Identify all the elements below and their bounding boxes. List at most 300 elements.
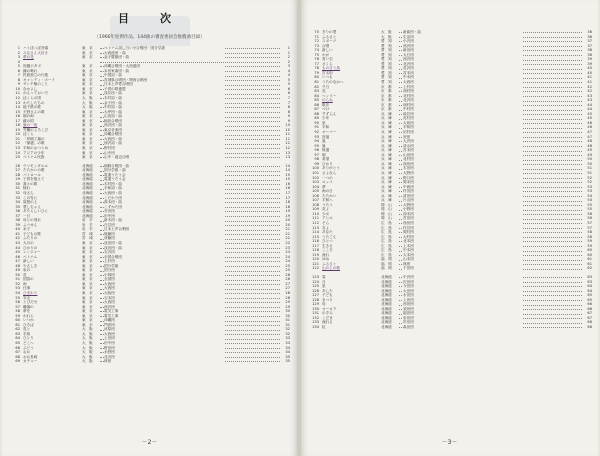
entry-page: 25 [280,264,290,269]
entry-credit: 水野団 [104,350,224,355]
entry-number: 122 [312,266,319,271]
entry-number: 80 [314,75,319,80]
entry-page: 53 [582,189,592,194]
entry-number: 123 [312,274,319,279]
entry-number: 108 [312,202,319,207]
entry-credit: 大西道団・曲 [104,51,224,56]
entry-prefecture: 大 阪 [381,34,392,39]
entry-credit: 大西団 [104,282,224,287]
entry-page: 41 [582,75,592,80]
entry-number: 38 [15,218,20,223]
entry-credit: 西村団 [403,89,523,94]
entry-title: キャンディ・ボーイ [23,77,56,82]
entry-prefecture: 東 京 [82,77,93,82]
entry-page: 10 [280,123,290,128]
entry-credit: 浅井団・曲 [104,91,224,96]
entry-prefecture: 兵 庫 [381,193,392,198]
entry-title: 平和のおつとめ [23,146,49,151]
entry-title: 春 [322,274,326,279]
entry-page: 4 [280,73,290,78]
entry-prefecture: 東 京 [82,286,93,291]
entry-credit: 中本団 [403,248,523,253]
entry-page: 62 [582,266,592,271]
entry-number: 104 [312,184,319,189]
entry-title: ひろば [23,322,34,327]
entry-credit: 大沢団 [403,139,523,144]
entry-number: 88 [314,111,319,116]
entry-credit: 花村団 [403,116,523,121]
dot-leader [100,62,280,63]
entry-prefecture: 東 京 [82,250,93,255]
entry-page: 36 [582,35,592,40]
entry-page: 48 [582,139,592,144]
entry-title: 平和へ [322,198,333,203]
entry-title: 母との別れ [23,218,41,223]
entry-number: 83 [314,89,319,94]
entry-number: 72 [314,39,319,44]
entry-credit: 斉藤団 [104,236,224,241]
entry-credit: 平和団 [403,125,523,130]
entry-page: 6 [280,91,290,96]
entry-credit: 上村団 [403,85,523,90]
entry-title: 花 [322,89,326,94]
entry-title: たたかいの歌 [23,168,45,173]
entry-prefecture: 東 京 [82,295,93,300]
entry-credit: 浅田団・曲 [104,241,224,246]
entry-number: 47 [15,259,20,264]
entry-number: 23 [15,146,20,151]
entry-number: 22 [15,141,20,146]
entry-title: 帰れ [23,186,31,191]
entry-title: 星 [322,120,326,125]
entry-prefecture: 愛 知 [381,80,392,85]
entry-number: 12 [15,96,20,101]
entry-number: 86 [314,102,319,107]
entry-title: 愛しちゃえ [23,204,41,209]
entry-page: 42 [582,89,592,94]
entry-prefecture: 東 京 [82,109,93,114]
entry-number: 18 [15,123,20,128]
entry-credit: 千田団 [403,266,523,271]
entry-number: 128 [312,297,319,302]
entry-number: 132 [312,315,319,320]
entry-title: 帰還 [322,148,330,153]
entry-number: 50 [15,272,20,277]
entry-number: 70 [314,30,319,34]
entry-prefecture: 愛 知 [381,48,392,53]
entry-prefecture: 北海道 [82,204,93,209]
entry-title: 夢を [23,309,31,314]
entry-prefecture: 東 京 [82,290,93,295]
entry-credit: 宮本団 [403,148,523,153]
entry-credit: 西村団 [403,103,523,108]
toc-entry [309,325,592,330]
entry-page: 65 [582,293,592,298]
entry-prefecture: 愛 知 [381,61,392,66]
entry-credit: 大本団 [403,253,523,258]
entry-credit: 宮田団 [403,216,523,221]
entry-credit: 山田団 [403,153,523,158]
entry-page: 39 [582,62,592,67]
entry-page: 16 [280,186,290,191]
entry-page: 20 [280,223,290,228]
entry-page: 58 [582,235,592,240]
entry-prefecture: 北海道 [82,163,93,168]
entry-prefecture: 宮 城 [82,231,93,236]
entry-page: 49 [582,153,592,158]
entry-page: 28 [280,296,290,301]
entry-title: 雨 [23,281,27,286]
entry-title: オーバー [322,130,337,135]
entry-prefecture: 北海道 [381,311,392,316]
entry-page: 45 [582,112,592,117]
entry-title: ひとつ [322,239,333,244]
entry-credit: 北村団 [403,157,523,162]
entry-page: 64 [582,289,592,294]
entry-number: 8 [17,77,20,82]
entry-number: 34 [15,200,20,205]
entry-title: 鏡の国 [23,118,34,123]
entry-credit: 村井団 [403,226,523,231]
entry-page: 21 [280,232,290,237]
entry-prefecture: 東 京 [82,118,93,123]
entry-number: 92 [314,130,319,135]
entry-credit: 中本団 [403,75,523,80]
entry-page: 26 [280,277,290,282]
entry-page: 54 [582,194,592,199]
entry-prefecture: 東 京 [82,300,93,305]
entry-number: 82 [314,84,319,89]
entry-number: 63 [15,331,20,336]
entry-prefecture: 兵 庫 [381,152,392,157]
entry-number: 133 [312,320,319,325]
entry-credit: こずかた団 [104,205,224,210]
entry-page: 63 [582,280,592,285]
entry-title: ありがとう [322,166,340,171]
entry-prefecture: 兵 庫 [381,120,392,125]
entry-prefecture: 東 京 [82,304,93,309]
entry-prefecture: 東 京 [82,309,93,314]
entry-title: ひとり [23,336,34,341]
entry-prefecture: 広 島 [381,225,392,230]
entry-credit: 西沢団・曲 [104,123,224,128]
entry-credit: 大西団 [104,300,224,305]
entry-prefecture: 愛 知 [381,52,392,57]
entry-page: 37 [582,44,592,49]
page-number-right: －3－ [441,439,458,446]
entry-prefecture: 兵 庫 [381,198,392,203]
entry-title: おお [23,350,31,355]
entry-credit: 北沢団 [403,98,523,103]
entry-credit: 祝団 [403,135,523,140]
entry-number: 58 [15,309,20,314]
entry-number: 41 [15,231,20,236]
entry-title: ぶどう [23,345,34,350]
entry-page: 40 [582,66,592,71]
entry-page: 52 [582,176,592,181]
entry-page: 64 [582,284,592,289]
entry-title: パトロール [23,172,41,177]
entry-prefecture: 愛 知 [381,70,392,75]
entry-number: 103 [312,180,319,185]
entry-prefecture: 愛 知 [381,75,392,80]
entry-credit: 中村団 [403,107,523,112]
entry-page: 49 [582,148,592,153]
entry-number: 71 [314,34,319,39]
entry-prefecture: 大 阪 [82,331,93,336]
entry-credit: 清水団 [403,144,523,149]
entry-credit: 電通うたう会 [104,177,224,182]
entry-title: われら [23,313,34,318]
entry-number: 24 [15,150,20,155]
entry-page: 50 [582,162,592,167]
entry-number: 125 [312,284,319,289]
entry-number: 55 [15,295,20,300]
entry-title: たたかい [322,193,337,198]
entry-title: アジアの少年 [23,150,45,155]
entry-page: 55 [582,207,592,212]
entry-prefecture: 京 都 [381,98,392,103]
entry-credit: 中西団 [403,185,523,190]
entry-title: 流れ [322,252,330,257]
entry-title: かえっておいで [23,91,49,96]
entry-number: 98 [314,157,319,162]
entry-title: やさしき [23,263,38,268]
entry-credit: 大阪団 [104,291,224,296]
entry-title: 我々の歌 [23,181,38,186]
entry-prefecture: 京 都 [381,107,392,112]
entry-credit: 全国合唱団 [104,255,224,260]
entry-prefecture: 東 京 [82,281,93,286]
entry-prefecture: 広 島 [381,239,392,244]
entry-credit: 林団 [104,359,224,364]
entry-number: 102 [312,175,319,180]
entry-credit: 全国団 [104,277,224,282]
entry-credit: 上田団 [104,336,224,341]
entry-number: 33 [15,195,20,200]
entry-number: 51 [15,277,20,282]
entry-number: 78 [314,66,319,71]
entry-credit: こだわり団 [104,196,224,201]
entry-credit: 子供の歌連盟 [104,87,224,92]
entry-title: もの言う鳥 [322,66,340,71]
entry-page: 61 [582,262,592,267]
entry-number: 124 [312,279,319,284]
entry-page: 60 [582,248,592,253]
entry-credit: 木田団 [403,166,523,171]
entry-number: 59 [15,313,20,318]
entry-page: 24 [280,259,290,264]
entry-number: 76 [314,57,319,62]
entry-number: 10 [15,86,20,91]
entry-number: 114 [312,230,319,235]
entry-title: 子どもの歌 [23,231,41,236]
entry-page: 41 [582,80,592,85]
entry-prefecture: 大 阪 [82,327,93,332]
entry-prefecture: 兵 庫 [381,134,392,139]
toc-list-left [10,46,290,364]
entry-credit: 電気工事 [104,309,224,314]
entry-credit: 安田団 [104,209,224,214]
entry-title: なかよし [23,86,38,91]
entry-title: アヒル [322,216,333,221]
entry-title: ウリモンダルル [23,163,48,168]
entry-prefecture: 愛 知 [381,57,392,62]
entry-credit: 上杉団 [104,259,224,264]
entry-number: 111 [312,216,319,221]
entry-title: ひまわり [23,290,38,295]
entry-title: すずらん [322,111,337,116]
entry-number: 27 [15,168,20,173]
entry-number: 46 [15,254,20,259]
entry-number: 30 [15,181,20,186]
entry-page: 29 [280,305,290,310]
entry-title: わが [322,52,330,57]
entry-page: 14 [280,164,290,169]
entry-number: 13 [15,100,20,105]
entry-credit: 平和詞・曲 [104,186,224,191]
entry-title: 民族独立の行進 [23,73,49,78]
entry-prefecture: 東 京 [82,46,93,50]
entry-number: 95 [314,143,319,148]
entry-title: おお長崎 [23,354,38,359]
entry-credit: 中村詞・曲 [104,105,224,110]
entry-prefecture: 北海道 [82,209,93,214]
entry-number: 68 [15,354,20,359]
entry-prefecture: 京 都 [381,89,392,94]
entry-page: 66 [582,302,592,307]
entry-credit: 東京音楽団 [104,128,224,133]
entry-prefecture: 東 京 [82,322,93,327]
entry-credit: 西本団 [403,212,523,217]
entry-prefecture: 大 阪 [82,341,93,345]
entry-number: 74 [314,48,319,53]
page-subtitle: （1966年度例作品、144曲の審査委員会推薦曲目録） [94,35,205,40]
entry-prefecture: 広 島 [381,230,392,235]
entry-credit: 国分学級 [104,264,224,269]
entry-number: 2 [17,50,20,55]
entry-page: 21 [280,227,290,232]
entry-title: 天野さんの歌 [23,109,45,114]
entry-title: 花よ [322,207,330,212]
entry-prefecture: 岡 山 [381,207,392,212]
entry-credit: 西沢団 [403,57,523,62]
entry-credit: 花沢団 [403,66,523,71]
entry-page: 33 [280,341,290,346]
entry-page: 29 [280,300,290,305]
entry-prefecture: 東 京 [82,245,93,250]
entry-prefecture: 北海道 [381,284,392,289]
entry-title: ぼくら [23,132,34,137]
entry-number: 93 [314,134,319,139]
entry-title: いつも [322,75,333,80]
entry-title: 星 [322,284,326,289]
entry-prefecture: 東 京 [82,91,93,96]
entry-number: 121 [312,261,319,266]
entry-prefecture: 東 京 [82,86,93,91]
entry-credit: 金子団・曲 [104,101,224,106]
entry-page: 35 [280,359,290,364]
entry-number: 66 [15,345,20,350]
entry-page: 51 [582,171,592,176]
entry-title: 一つの [322,175,333,180]
entry-credit: 今田団 [403,284,523,289]
entry-page: 12 [280,146,290,151]
entry-title: 手紙 [23,331,31,336]
entry-credit: 門倉団 [104,323,224,328]
entry-page: 23 [280,250,290,255]
entry-title: レンジャー [23,250,41,255]
entry-prefecture: 愛 知 [381,43,392,48]
entry-title: 生きる [322,243,333,248]
entry-page: 20 [280,218,290,223]
entry-prefecture: 東 京 [82,136,93,141]
entry-title: カチュー [23,359,38,364]
entry-prefecture: 東 京 [82,114,93,119]
entry-title: 虹 [322,325,326,329]
entry-title: 朝 [322,152,326,157]
entry-number: 62 [15,327,20,332]
entry-number: 110 [312,211,319,216]
entry-credit: 中沢団 [403,275,523,280]
entry-number: 77 [314,61,319,66]
entry-credit: 大西団 [104,286,224,291]
entry-credit: 田村団 [403,130,523,135]
entry-credit: 西沢団 [403,44,523,49]
entry-prefecture: 広 島 [381,243,392,248]
entry-prefecture: 大 阪 [82,336,93,341]
page-number-left: －2－ [141,439,158,446]
entry-page: 2 [280,60,290,65]
entry-title: こころ [322,248,333,253]
entry-prefecture: 兵 庫 [381,111,392,116]
entry-title: ふうせん [23,222,38,227]
toc-entry [10,155,290,160]
entry-title: どこへ [23,341,34,345]
entry-prefecture: 兵 庫 [381,170,392,175]
entry-title: 夢の花 [23,55,34,60]
entry-credit: 岩田団 [403,316,523,321]
entry-credit: 後藤団 [104,232,224,237]
entry-page: 60 [582,253,592,258]
entry-title: ふたりの [23,236,38,241]
entry-title: ロッコ [322,180,333,185]
entry-credit: 生活団 [403,35,523,40]
entry-number: 25 [15,155,20,160]
entry-title: 一日 [23,213,31,218]
entry-credit: 大田団 [403,289,523,294]
entry-page: 34 [280,346,290,351]
entry-number: 40 [15,227,20,232]
entry-title: 月 [322,279,326,284]
entry-number: 11 [15,91,20,96]
entry-page: 7 [280,101,290,106]
entry-prefecture: 東 京 [82,318,93,323]
entry-prefecture: 宮 城 [82,236,93,241]
entry-title: こだま [322,315,333,320]
entry-prefecture: 広 島 [381,252,392,257]
entry-credit: 国分学級・曲 [104,168,224,173]
entry-title: ヘンリー [322,93,337,98]
entry-number: 49 [15,268,20,273]
entry-prefecture: 福 岡 [381,257,392,262]
entry-page: 5 [280,82,290,87]
entry-title: 風 [322,139,326,144]
entry-number: 20 [15,132,20,137]
entry-page: 8 [280,105,290,110]
entry-number: 131 [312,311,319,316]
toc-entry [10,359,290,364]
